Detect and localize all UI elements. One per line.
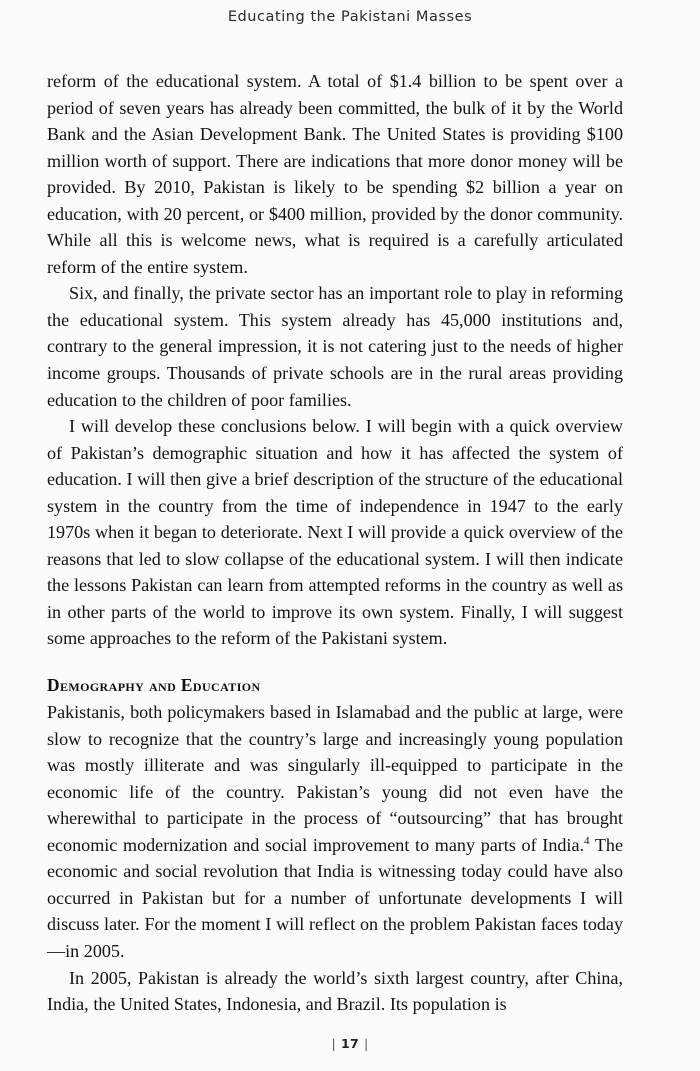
footnote-marker[interactable]: 4	[584, 834, 590, 847]
folio-right-rule: |	[364, 1036, 369, 1051]
section-heading-demography-and-education: Demography and Education	[47, 675, 261, 696]
page-number: 17	[341, 1036, 359, 1051]
paragraph-roadmap: I will develop these conclusions below. I will begin with a quick overview of Pakistan’s demographic situation and how it has affected the system of education. I will then give a brief description of the structure of the educational system in the country from the time of independence in 1947 to the early 1970s when it began to deteriorate. Next I will provide a quick overview of the reasons that led to slow collapse of the educational system. I will then indicate the lessons Pakistan can learn from attempted reforms in the country as well as in other parts of the world to improve its own system. Finally, I will suggest some approaches to the reform of the Pakistani system.	[47, 416, 623, 649]
paragraph-funding-commitments: reform of the educational system. A total of $1.4 billion to be spent over a period of seven years has already been committed, the bulk of it by the World Bank and the Asian Development Bank. The United States is providing $100 million worth of support. There are indications that more donor money will be provided. By 2010, Pakistan is likely to be spending $2 billion a year on education, with 20 percent, or $400 million, provided by the donor community. While all this is welcome news, what is required is a carefully articulated reform of the entire system.	[47, 71, 623, 277]
text-column	[47, 68, 623, 1018]
running-head: Educating the Pakistani Masses	[227, 9, 473, 25]
paragraph-illiteracy-text-after-footnote: The economic and social revolution that India is witnessing today could have also occurred in Pakistan but for a number of unfortunate developments I will discuss later. For the moment I will reflect on the problem Pakistan faces today—in 2005.	[47, 834, 623, 961]
paragraph-illiteracy-text-before-footnote: Pakistanis, both policymakers based in Islamabad and the public at large, were slow to recognize that the country’s large and increasingly young population was mostly illiterate and was singularly ill-equipped to participate in the economic life of the country. Pakistan’s young did not even have the wherewithal to participate in the process of “outsourcing” that has brought economic modernization and social improvement to many parts of India.	[47, 702, 623, 855]
paragraph-population-rank: In 2005, Pakistan is already the world’s sixth largest country, after China, India, the United States, Indonesia, and Brazil. Its population is	[47, 967, 623, 1015]
folio-left-rule: |	[331, 1036, 336, 1051]
paragraph-illiteracy	[47, 699, 623, 964]
paragraph-private-sector: Six, and finally, the private sector has an important role to play in reforming the educational system. This system already has 45,000 institutions and, contrary to the general impression, it is not catering just to the needs of higher income groups. Thousands of private schools are in the rural areas providing education to the children of poor families.	[47, 283, 623, 410]
folio	[0, 1036, 700, 1051]
